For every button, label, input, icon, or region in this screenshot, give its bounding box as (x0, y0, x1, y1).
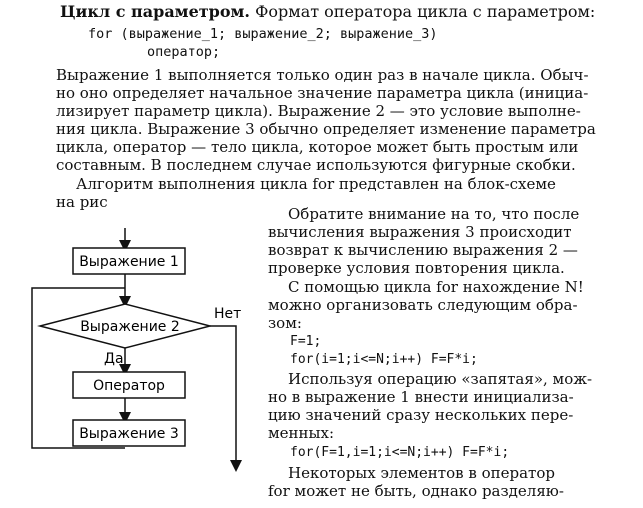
right-line: проверке условия повторения цикла. (268, 259, 565, 277)
flowchart-box-1-label: Выражение 1 (79, 254, 179, 270)
right2-line: Используя операцию «запятая», мож- (288, 370, 593, 388)
right-line: вычисления выражения 3 происходит (268, 223, 572, 241)
code-line-1: F=1; (290, 334, 322, 349)
right2-line: но в выражение 1 внести инициализа- (268, 388, 574, 406)
right-line: можно организовать следующим обра- (268, 296, 578, 314)
heading-bold: Цикл с параметром. (60, 2, 250, 21)
heading-rest: Формат оператора цикла с параметром: (250, 2, 596, 21)
flowchart-decision-label: Выражение 2 (80, 319, 180, 335)
right3-line: for может не быть, однако разделяю- (268, 482, 564, 500)
right-line: Обратите внимание на то, что после (288, 205, 580, 223)
right-line: С помощью цикла for нахождение N! (288, 278, 584, 296)
right-line: возврат к вычислению выражения 2 — (268, 241, 578, 259)
code-line-3: for(F=1,i=1;i<=N;i++) F=F*i; (290, 445, 510, 460)
flowchart-box-3-label: Выражение 3 (79, 426, 179, 442)
para2-line: Алгоритм выполнения цикла for представлен на блок-схеме (76, 175, 556, 193)
flowchart-box-2-label: Оператор (93, 378, 165, 394)
syntax-line-1: for (выражение_1; выражение_2; выражение_3) (88, 26, 438, 42)
para1-line: Выражение 1 выполняется только один раз в начале цикла. Обыч- (56, 66, 589, 84)
flowchart-no-label: Нет (214, 306, 242, 322)
right3-line: Некоторых элементов в оператор (288, 464, 555, 482)
para2-line: на рис (56, 193, 108, 211)
right2-line: цию значений сразу нескольких пере- (268, 406, 574, 424)
para1-line: ния цикла. Выражение 3 обычно определяет изменение параметра (56, 120, 596, 138)
code-line-2: for(i=1;i<=N;i++) F=F*i; (290, 352, 478, 367)
right-line: зом: (268, 314, 302, 332)
syntax-line-2: оператор; (147, 44, 221, 60)
para1-line: составным. В последнем случае используются фигурные скобки. (56, 156, 576, 174)
flowchart-yes-label: Да (104, 351, 124, 367)
right2-line: менных: (268, 424, 334, 442)
para1-line: лизирует параметр цикла). Выражение 2 — это условие выполне- (56, 102, 581, 120)
para1-line: цикла, оператор — тело цикла, которое может быть простым или (56, 138, 579, 156)
para1-line: но оно определяет начальное значение параметра цикла (инициа- (56, 84, 589, 102)
